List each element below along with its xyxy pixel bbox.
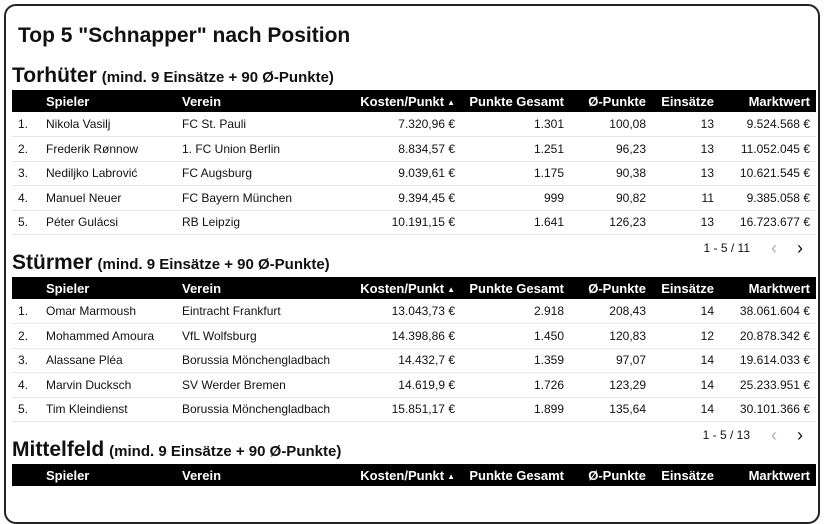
section-1 (12, 251, 816, 448)
cell-cost: 10.191,15 € (391, 215, 455, 230)
cell-club: FC St. Pauli (182, 117, 247, 131)
column-header[interactable] (42, 90, 178, 112)
section-note: (mind. 9 Einsätze + 90 Ø-Punkte) (97, 256, 330, 273)
cell-points: 999 (543, 190, 564, 205)
section-title: Stürmer (12, 251, 93, 274)
cell-avg: 120,83 (609, 328, 646, 343)
cell-value: 16.723.677 € (739, 215, 810, 230)
column-header-index (12, 277, 42, 299)
column-header-label: Einsätze (661, 280, 714, 296)
column-header[interactable] (720, 277, 816, 299)
column-header-label: Kosten/Punkt (360, 93, 445, 109)
column-header-label: Punkte Gesamt (469, 93, 564, 109)
column-header[interactable] (461, 464, 570, 486)
column-header-label: Verein (182, 467, 222, 483)
cell-cost: 8.834,57 € (398, 141, 455, 156)
cell-points: 2.918 (533, 304, 564, 318)
cell-cost: 9.039,61 € (398, 166, 455, 181)
cell-value: 10.621.545 € (739, 166, 810, 181)
column-header-label: Einsätze (661, 93, 714, 109)
section-header (12, 438, 816, 464)
cell-avg: 100,08 (609, 117, 646, 131)
row-index: 4. (18, 377, 29, 392)
cell-points: 1.175 (533, 166, 564, 181)
cell-club: VfL Wolfsburg (182, 328, 257, 343)
cell-club: Eintracht Frankfurt (182, 304, 281, 318)
section-title: Torhüter (12, 64, 97, 87)
cell-player: Mohammed Amoura (46, 328, 155, 343)
cell-apps: 13 (700, 166, 714, 181)
row-index: 5. (18, 402, 29, 417)
page-title: Top 5 "Schnapper" nach Position (18, 24, 351, 47)
cell-apps: 14 (700, 402, 714, 417)
column-header-label: Kosten/Punkt (360, 280, 445, 296)
cell-value: 30.101.366 € (739, 402, 810, 417)
cell-avg: 90,82 (615, 190, 646, 205)
column-header-label: Punkte Gesamt (469, 280, 564, 296)
cell-cost: 7.320,96 € (398, 117, 455, 131)
table-row[interactable] (12, 161, 816, 186)
cell-apps: 14 (700, 353, 714, 368)
cell-player: Manuel Neuer (46, 190, 122, 205)
cell-player: Tim Kleindienst (46, 402, 128, 417)
cell-avg: 90,38 (615, 166, 646, 181)
column-header[interactable] (461, 90, 570, 112)
cell-apps: 13 (700, 117, 714, 131)
row-index: 1. (18, 304, 29, 318)
pagination-range: 1 - 5 / 11 (703, 241, 750, 255)
table-row[interactable] (12, 137, 816, 162)
ranking-table (12, 277, 816, 422)
cell-avg: 96,23 (615, 141, 646, 156)
cell-player: Péter Gulácsi (46, 215, 119, 230)
cell-club: SV Werder Bremen (182, 377, 286, 392)
cell-player: Nediljko Labrović (46, 166, 138, 181)
cell-player: Frederik Rønnow (46, 141, 139, 156)
column-header[interactable] (346, 277, 461, 299)
table-row[interactable] (12, 299, 816, 324)
cell-player: Marvin Ducksch (46, 377, 132, 392)
cell-points: 1.641 (533, 215, 564, 230)
row-index: 2. (18, 328, 29, 343)
column-header-label: Einsätze (661, 467, 714, 483)
column-header[interactable] (346, 90, 461, 112)
column-header[interactable] (461, 277, 570, 299)
cell-avg: 123,29 (609, 377, 646, 392)
column-header[interactable] (346, 464, 461, 486)
column-header-label: Ø-Punkte (588, 93, 646, 109)
cell-cost: 14.619,9 € (398, 377, 455, 392)
section-header (12, 251, 816, 277)
column-header[interactable] (42, 277, 178, 299)
cell-player: Omar Marmoush (46, 304, 137, 318)
table-row[interactable] (12, 210, 816, 235)
table-row[interactable] (12, 373, 816, 398)
cell-value: 25.233.951 € (739, 377, 810, 392)
cell-cost: 15.851,17 € (391, 402, 455, 417)
cell-player: Nikola Vasilj (46, 117, 111, 131)
section-header (12, 64, 816, 90)
column-header-index (12, 464, 42, 486)
cell-apps: 11 (701, 190, 714, 205)
column-header-label: Marktwert (748, 467, 810, 483)
table-row[interactable] (12, 348, 816, 373)
previous-page-icon[interactable]: ‹ (771, 238, 777, 258)
cell-value: 11.052.045 € (740, 141, 810, 156)
ranking-table (12, 464, 816, 486)
cell-apps: 14 (700, 304, 714, 318)
cell-avg: 97,07 (615, 353, 646, 368)
cell-points: 1.251 (533, 141, 564, 156)
previous-page-icon[interactable]: ‹ (771, 425, 777, 445)
cell-avg: 208,43 (609, 304, 646, 318)
column-header[interactable] (652, 90, 720, 112)
column-header-label: Spieler (46, 280, 90, 296)
column-header[interactable] (178, 277, 346, 299)
cell-avg: 126,23 (609, 215, 646, 230)
column-header[interactable] (652, 277, 720, 299)
cell-avg: 135,64 (609, 402, 646, 417)
cell-club: Borussia Mönchengladbach (182, 402, 331, 417)
cell-player: Alassane Pléa (46, 353, 123, 368)
row-index: 5. (18, 215, 29, 230)
dashboard-card (4, 4, 820, 524)
column-header[interactable] (652, 464, 720, 486)
column-header[interactable] (570, 90, 652, 112)
sort-ascending-icon: ▲ (447, 471, 455, 481)
column-header[interactable] (570, 464, 652, 486)
row-index: 4. (18, 190, 29, 205)
column-header[interactable] (42, 464, 178, 486)
ranking-table (12, 90, 816, 235)
cell-value: 9.385.058 € (746, 190, 810, 205)
cell-points: 1.450 (533, 328, 564, 343)
section-2 (12, 438, 816, 486)
column-header[interactable] (570, 277, 652, 299)
column-header-label: Verein (182, 280, 222, 296)
cell-points: 1.301 (533, 117, 564, 131)
pagination-range: 1 - 5 / 13 (702, 428, 750, 442)
cell-cost: 13.043,73 € (391, 304, 455, 318)
column-header-label: Spieler (46, 467, 90, 483)
column-header-index (12, 90, 42, 112)
row-index: 3. (18, 166, 29, 181)
row-index: 3. (18, 353, 29, 368)
column-header-label: Marktwert (748, 280, 810, 296)
cell-apps: 12 (700, 328, 714, 343)
column-header-label: Kosten/Punkt (360, 467, 445, 483)
cell-apps: 13 (700, 215, 714, 230)
table-header-row (12, 277, 816, 299)
cell-apps: 14 (700, 377, 714, 392)
column-header-label: Verein (182, 93, 222, 109)
row-index: 2. (18, 141, 29, 156)
cell-points: 1.726 (533, 377, 564, 392)
cell-cost: 9.394,45 € (398, 190, 455, 205)
column-header[interactable] (720, 464, 816, 486)
column-header[interactable] (720, 90, 816, 112)
column-header[interactable] (178, 464, 346, 486)
column-header-label: Marktwert (748, 93, 810, 109)
cell-points: 1.359 (533, 353, 564, 368)
table-row[interactable] (12, 397, 816, 422)
table-row[interactable] (12, 112, 816, 137)
row-index: 1. (18, 117, 29, 131)
table-header-row (12, 90, 816, 112)
section-title: Mittelfeld (12, 438, 105, 461)
cell-value: 38.061.604 € (739, 304, 810, 318)
table-header-row (12, 464, 816, 486)
section-note: (mind. 9 Einsätze + 90 Ø-Punkte) (109, 443, 342, 460)
next-page-icon[interactable]: › (797, 238, 803, 258)
section-0 (12, 64, 816, 261)
table-row[interactable] (12, 324, 816, 349)
column-header-label: Ø-Punkte (588, 280, 646, 296)
cell-club: FC Bayern München (182, 190, 293, 205)
cell-value: 9.524.568 € (746, 117, 810, 131)
table-row[interactable] (12, 186, 816, 211)
sort-ascending-icon: ▲ (447, 284, 455, 294)
section-note: (mind. 9 Einsätze + 90 Ø-Punkte) (101, 69, 334, 86)
column-header-label: Ø-Punkte (588, 467, 646, 483)
cell-club: FC Augsburg (182, 166, 253, 181)
cell-apps: 13 (700, 141, 714, 156)
next-page-icon[interactable]: › (797, 425, 803, 445)
column-header[interactable] (178, 90, 346, 112)
cell-cost: 14.432,7 € (398, 353, 455, 368)
sort-ascending-icon: ▲ (447, 97, 455, 107)
cell-points: 1.899 (533, 402, 564, 417)
column-header-label: Spieler (46, 93, 90, 109)
cell-club: Borussia Mönchengladbach (182, 353, 331, 368)
cell-value: 20.878.342 € (739, 328, 810, 343)
cell-value: 19.614.033 € (739, 353, 810, 368)
cell-club: 1. FC Union Berlin (182, 141, 281, 156)
cell-cost: 14.398,86 € (391, 328, 455, 343)
column-header-label: Punkte Gesamt (469, 467, 564, 483)
cell-club: RB Leipzig (182, 215, 241, 230)
